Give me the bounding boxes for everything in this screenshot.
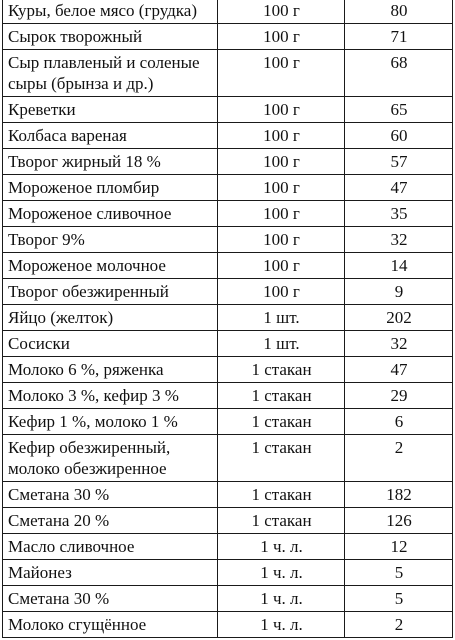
- table-row: [3, 331, 453, 357]
- portion-cell: 100 г: [218, 201, 345, 227]
- portion-cell: 100 г: [218, 279, 345, 305]
- food-name-cell: Колбаса вареная: [3, 123, 218, 149]
- cholesterol-value-cell: 60: [345, 123, 453, 149]
- cholesterol-value-cell: 68: [345, 50, 453, 97]
- food-name-cell: Масло сливочное: [3, 534, 218, 560]
- table-row: [3, 253, 453, 279]
- cholesterol-value-cell: 32: [345, 227, 453, 253]
- food-name-cell: Молоко сгущённое: [3, 612, 218, 638]
- food-name-cell: Сметана 20 %: [3, 508, 218, 534]
- table-row: [3, 383, 453, 409]
- portion-cell: 1 шт.: [218, 305, 345, 331]
- food-name-cell: Сыр плавленый и соленые сыры (брынза и др.): [3, 50, 218, 97]
- table-row: [3, 482, 453, 508]
- cholesterol-value-cell: 29: [345, 383, 453, 409]
- table-row: [3, 175, 453, 201]
- food-name-cell: Мороженое молочное: [3, 253, 218, 279]
- portion-cell: 100 г: [218, 253, 345, 279]
- table-row: [3, 97, 453, 123]
- portion-cell: 100 г: [218, 50, 345, 97]
- food-name-cell: Молоко 6 %, ряженка: [3, 357, 218, 383]
- portion-cell: 100 г: [218, 227, 345, 253]
- cholesterol-value-cell: 2: [345, 435, 453, 482]
- portion-cell: 1 стакан: [218, 357, 345, 383]
- food-name-cell: Яйцо (желток): [3, 305, 218, 331]
- cholesterol-table-container: [2, 0, 452, 638]
- food-name-cell: Кефир обезжиренный, молоко обезжиренное: [3, 435, 218, 482]
- table-row: [3, 123, 453, 149]
- table-row: [3, 149, 453, 175]
- cholesterol-value-cell: 12: [345, 534, 453, 560]
- portion-cell: 1 стакан: [218, 508, 345, 534]
- table-row: [3, 0, 453, 24]
- table-body: [3, 0, 453, 638]
- cholesterol-value-cell: 5: [345, 560, 453, 586]
- food-name-cell: Сметана 30 %: [3, 482, 218, 508]
- table-row: [3, 24, 453, 50]
- cholesterol-value-cell: 126: [345, 508, 453, 534]
- table-row: [3, 534, 453, 560]
- food-name-cell: Творог жирный 18 %: [3, 149, 218, 175]
- portion-cell: 1 стакан: [218, 482, 345, 508]
- portion-cell: 100 г: [218, 149, 345, 175]
- table-row: [3, 201, 453, 227]
- cholesterol-table: [2, 0, 453, 638]
- food-name-cell: Творог обезжиренный: [3, 279, 218, 305]
- food-name-cell: Творог 9%: [3, 227, 218, 253]
- cholesterol-value-cell: 80: [345, 0, 453, 24]
- food-name-cell: Молоко 3 %, кефир 3 %: [3, 383, 218, 409]
- portion-cell: 100 г: [218, 24, 345, 50]
- portion-cell: 1 стакан: [218, 435, 345, 482]
- portion-cell: 1 ч. л.: [218, 560, 345, 586]
- portion-cell: 1 ч. л.: [218, 534, 345, 560]
- food-name-cell: Креветки: [3, 97, 218, 123]
- table-row: [3, 50, 453, 97]
- food-name-cell: Майонез: [3, 560, 218, 586]
- portion-cell: 100 г: [218, 97, 345, 123]
- cholesterol-value-cell: 57: [345, 149, 453, 175]
- cholesterol-value-cell: 35: [345, 201, 453, 227]
- cholesterol-value-cell: 14: [345, 253, 453, 279]
- food-name-cell: Сметана 30 %: [3, 586, 218, 612]
- table-row: [3, 409, 453, 435]
- cholesterol-value-cell: 47: [345, 357, 453, 383]
- portion-cell: 1 ч. л.: [218, 612, 345, 638]
- portion-cell: 100 г: [218, 175, 345, 201]
- food-name-cell: Кефир 1 %, молоко 1 %: [3, 409, 218, 435]
- table-row: [3, 357, 453, 383]
- food-name-cell: Куры, белое мясо (грудка): [3, 0, 218, 24]
- table-row: [3, 612, 453, 638]
- cholesterol-value-cell: 71: [345, 24, 453, 50]
- cholesterol-value-cell: 65: [345, 97, 453, 123]
- cholesterol-value-cell: 9: [345, 279, 453, 305]
- table-row: [3, 586, 453, 612]
- portion-cell: 1 стакан: [218, 383, 345, 409]
- portion-cell: 1 ч. л.: [218, 586, 345, 612]
- table-row: [3, 279, 453, 305]
- portion-cell: 100 г: [218, 123, 345, 149]
- cholesterol-value-cell: 32: [345, 331, 453, 357]
- cholesterol-value-cell: 47: [345, 175, 453, 201]
- food-name-cell: Сосиски: [3, 331, 218, 357]
- food-name-cell: Сырок творожный: [3, 24, 218, 50]
- cholesterol-value-cell: 2: [345, 612, 453, 638]
- cholesterol-value-cell: 6: [345, 409, 453, 435]
- table-row: [3, 305, 453, 331]
- food-name-cell: Мороженое пломбир: [3, 175, 218, 201]
- table-row: [3, 560, 453, 586]
- cholesterol-value-cell: 202: [345, 305, 453, 331]
- food-name-cell: Мороженое сливочное: [3, 201, 218, 227]
- portion-cell: 1 шт.: [218, 331, 345, 357]
- cholesterol-value-cell: 5: [345, 586, 453, 612]
- portion-cell: 1 стакан: [218, 409, 345, 435]
- portion-cell: 100 г: [218, 0, 345, 24]
- table-row: [3, 508, 453, 534]
- table-row: [3, 227, 453, 253]
- table-row: [3, 435, 453, 482]
- cholesterol-value-cell: 182: [345, 482, 453, 508]
